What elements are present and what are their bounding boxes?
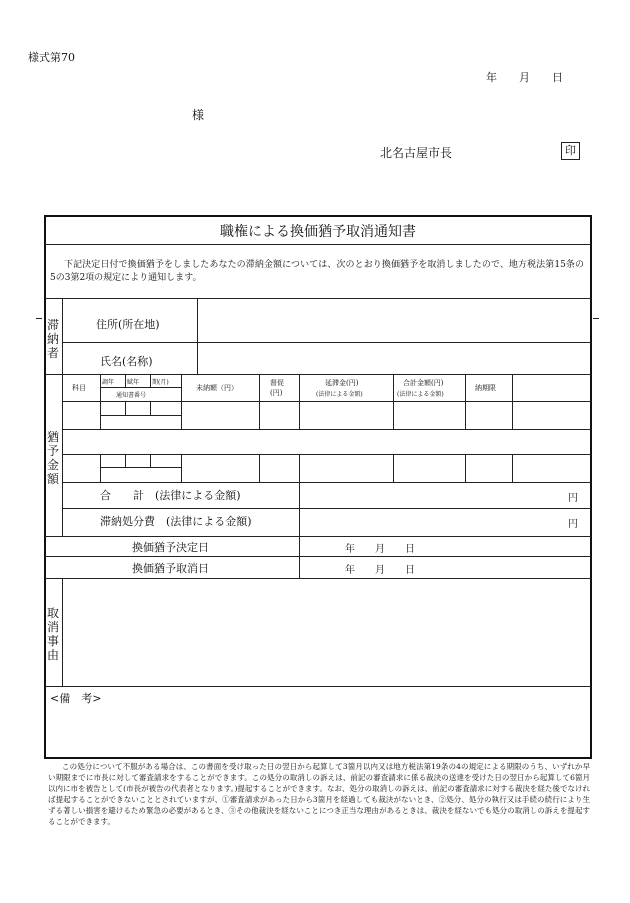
col-delinquency-note: (法律による金額) [316, 391, 363, 398]
taxpayer-label: 滞納者 [46, 318, 59, 360]
col-due-date: 納期限 [475, 384, 496, 392]
cancel-date-label: 換価猶予取消日 [132, 562, 209, 575]
frame-top [44, 215, 592, 217]
name-label: 氏名(名称) [100, 355, 153, 368]
decision-date-label: 換価猶予決定日 [132, 541, 209, 554]
appeal-notice: この処分について不服がある場合は、この書面を受け取った日の翌日から起算して3箇月以内又は地方税法第19条の4の規定による期限のうち、いずれか早い期限までに市長に対して審査請求をすることができます。この処分の取消しの訴えは、前記の審査請求に係る裁決の送達を受けた日の翌日から起算して6箇月以内に市を被告として(市長が被告の代表者となります。)提起することができます。なお、処分の取消しの訴えは、前記の審査請求に対する裁決を経た後でなければ提起することができないこととされていますが、①審査請求があった日から3箇月を経過しても裁決がないとき、②処分、処分の執行又は手続の続行により生ずる著しい損害を避けるため緊急の必要があるとき、③その他裁決を経ないことにつき正当な理由があるときは、裁決を経ないでも処分の取消しの訴えを提起することができます。 [48, 762, 590, 826]
col-dunning-unit: (円) [270, 389, 283, 397]
fee-label: 滞納処分費 (法律による金額) [100, 515, 252, 528]
col-notice-no: 通知書番号 [116, 392, 147, 399]
total-unit: 円 [568, 493, 578, 504]
col-delinquency: 延滞金(円) [325, 379, 359, 387]
official-seal: 印 [561, 142, 580, 160]
frame-right [590, 215, 592, 758]
reason-label: 取消事由 [46, 606, 59, 662]
fee-unit: 円 [568, 519, 578, 530]
document-title: 職権による換価猶予取消通知書 [220, 224, 416, 240]
cancel-date-value: 年 月 日 [345, 565, 415, 576]
col-fiscal-year: 調年 [102, 379, 115, 386]
frame-left [44, 215, 46, 758]
col-total: 合計金額(円) [403, 379, 444, 387]
issuer-name: 北名古屋市長 [380, 146, 453, 160]
col-total-note: (法律による金額) [397, 391, 444, 398]
remarks-label: <備 考> [50, 692, 102, 705]
frame-bottom [44, 757, 592, 759]
intro-text: 下記決定日付で換価猶予をしましたあなたの滞納金額については、次のとおり換価猶予を取消しましたので、地方税法第15条の5の3第2項の規定により通知します。 [50, 260, 584, 283]
col-unpaid: 未納額（円） [196, 384, 238, 392]
address-label: 住所(所在地) [96, 318, 160, 331]
decision-date-value: 年 月 日 [345, 544, 415, 555]
addressee-suffix: 様 [192, 108, 205, 122]
col-dunning: 督促 [270, 379, 284, 387]
form-number: 様式第70 [28, 51, 75, 64]
amounts-label: 猶予金額 [46, 430, 59, 486]
date-line: 年 月 日 [486, 71, 563, 84]
total-label: 合 計 (法律による金額) [100, 489, 241, 502]
col-period: 期(月) [152, 379, 169, 386]
col-levy-year: 賦年 [127, 379, 140, 386]
col-subject: 科目 [72, 384, 86, 392]
